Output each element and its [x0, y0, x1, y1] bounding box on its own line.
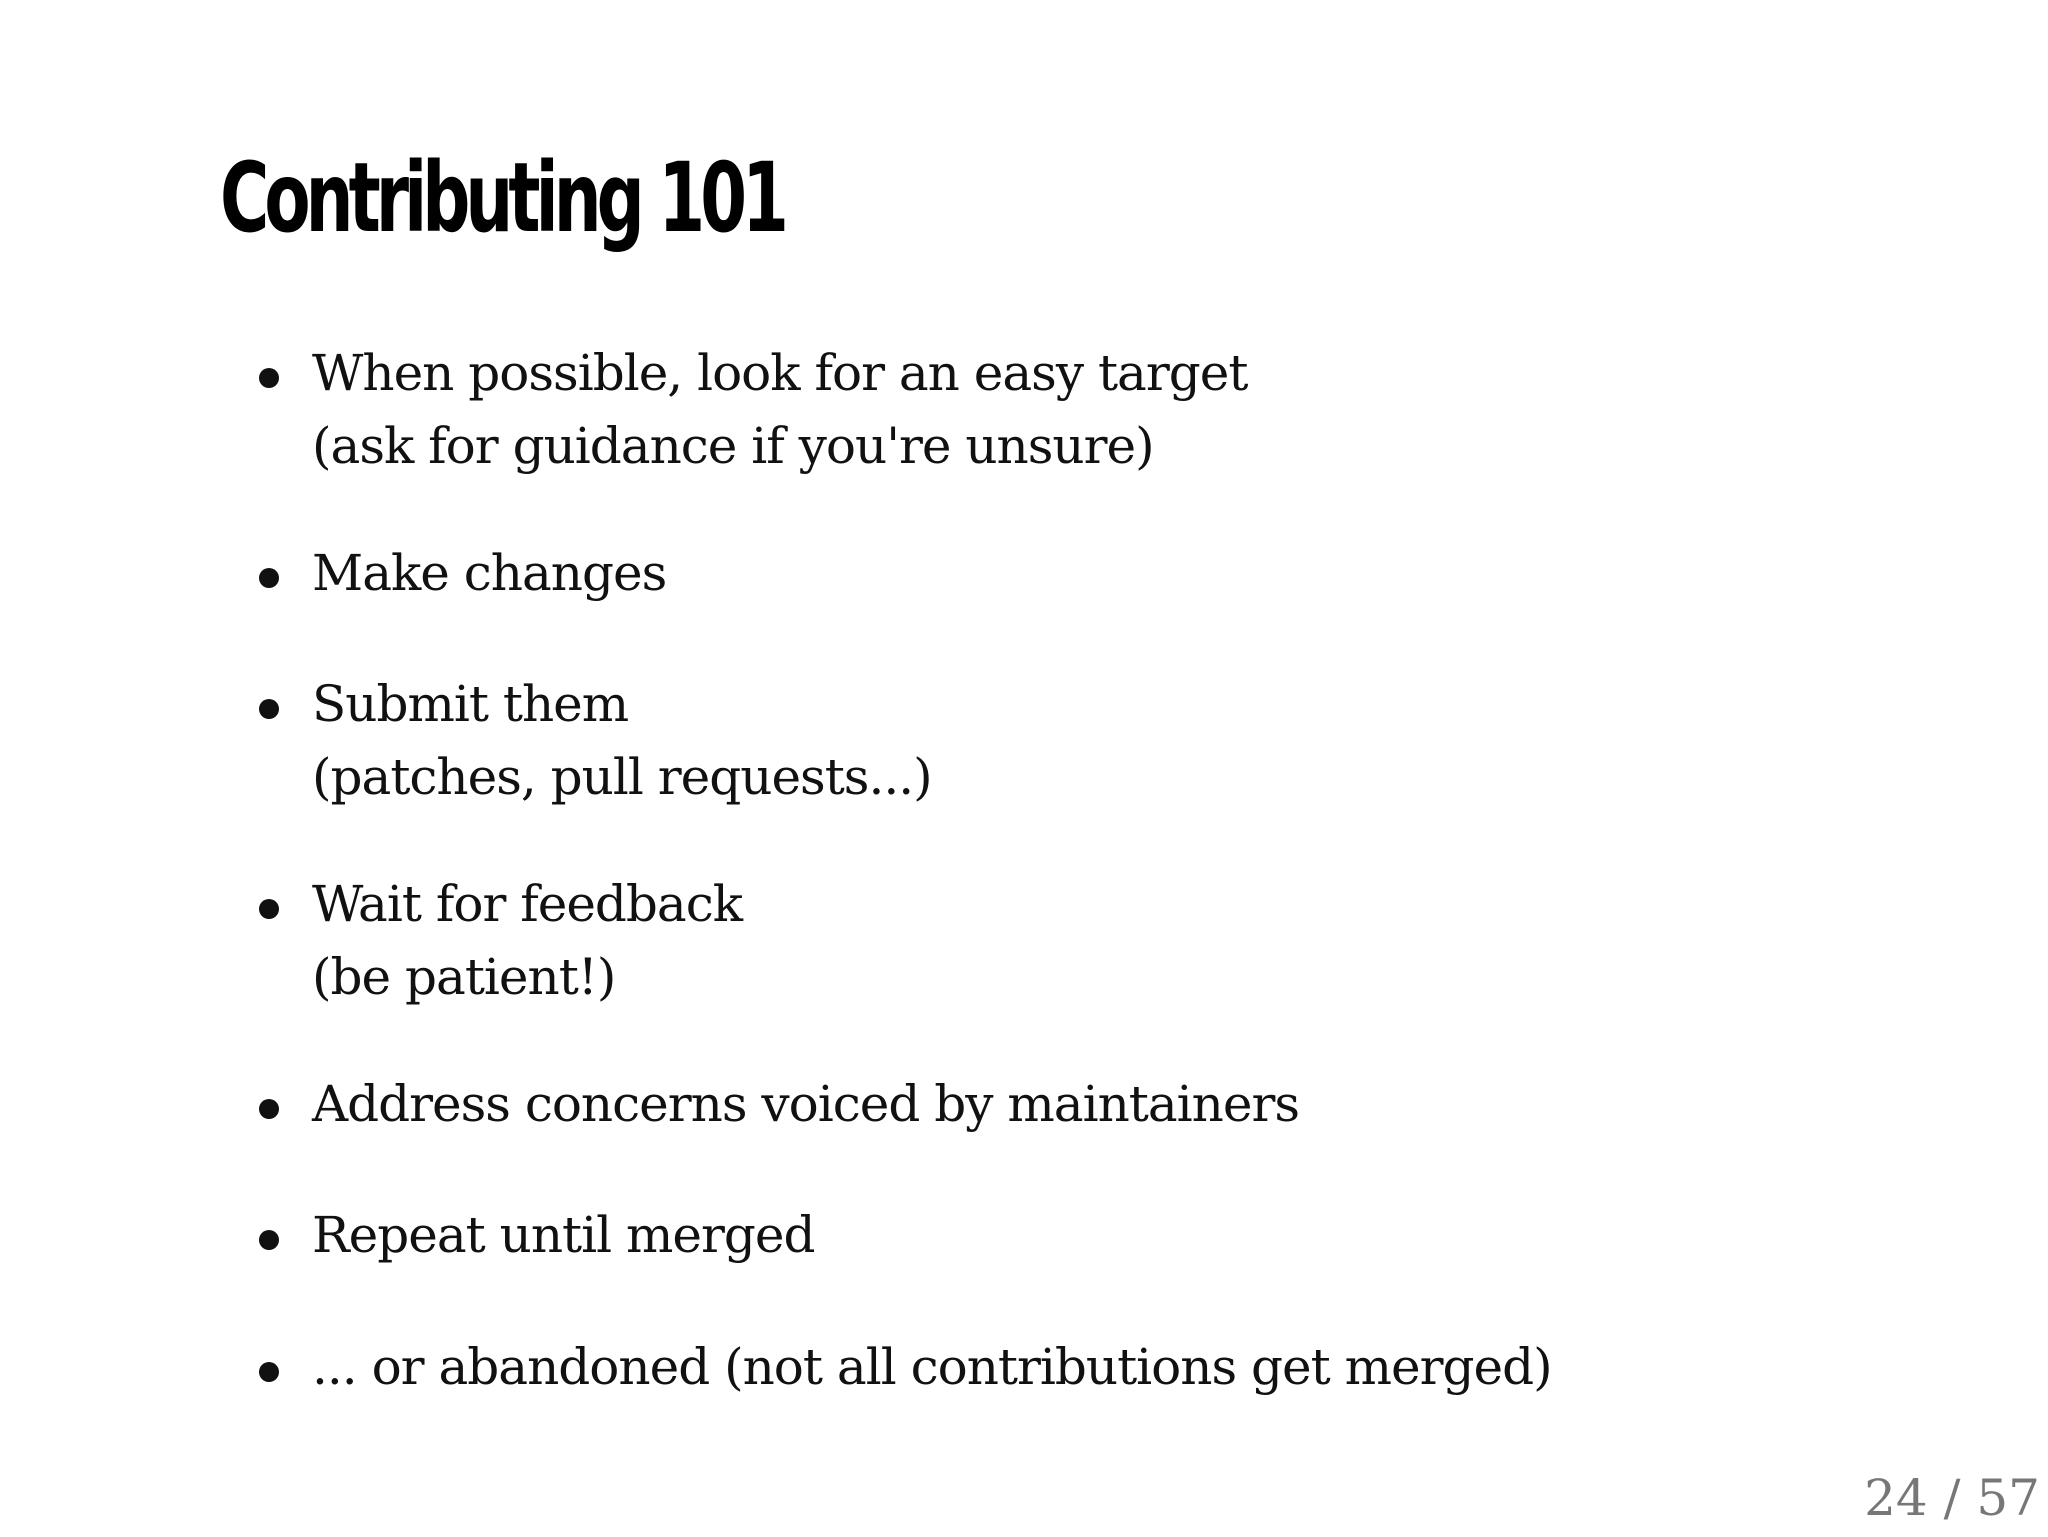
slide-title: Contributing 101 — [220, 142, 784, 254]
bullet-text — [312, 1331, 1552, 1404]
bullet-dot-icon — [259, 1099, 279, 1119]
bullet-text — [312, 337, 1247, 483]
bullet-dot-icon — [259, 1230, 279, 1250]
bullet-line: ... or abandoned (not all contributions get merged) — [312, 1338, 1552, 1396]
bullet-line: When possible, look for an easy target — [312, 344, 1248, 402]
bullet-subline: (be patient!) — [312, 948, 616, 1006]
bullet-dot-icon — [259, 568, 279, 588]
bullet-dot-icon — [259, 368, 279, 388]
bullet-subline: (patches, pull requests...) — [312, 748, 932, 806]
bullet-dot-icon — [259, 899, 279, 919]
bullet-line: Make changes — [312, 544, 667, 602]
counter-separator: / — [1943, 1469, 1961, 1527]
bullet-line: Wait for feedback — [312, 875, 743, 933]
bullet-line: Repeat until merged — [312, 1206, 815, 1264]
bullet-line: Submit them — [312, 675, 629, 733]
bullet-dot-icon — [259, 1362, 279, 1382]
bullet-text — [312, 668, 932, 814]
bullet-dot-icon — [259, 699, 279, 719]
bullet-text — [312, 537, 666, 610]
total-slide-count: 57 — [1976, 1469, 2040, 1527]
bullet-text — [312, 1199, 815, 1272]
bullet-subline: (ask for guidance if you're unsure) — [312, 417, 1154, 475]
current-slide-number: 24 — [1864, 1469, 1928, 1527]
slide-counter — [1864, 1468, 2040, 1528]
bullet-text — [312, 868, 742, 1014]
bullet-line: Address concerns voiced by maintainers — [312, 1075, 1300, 1133]
bullet-text — [312, 1068, 1299, 1141]
